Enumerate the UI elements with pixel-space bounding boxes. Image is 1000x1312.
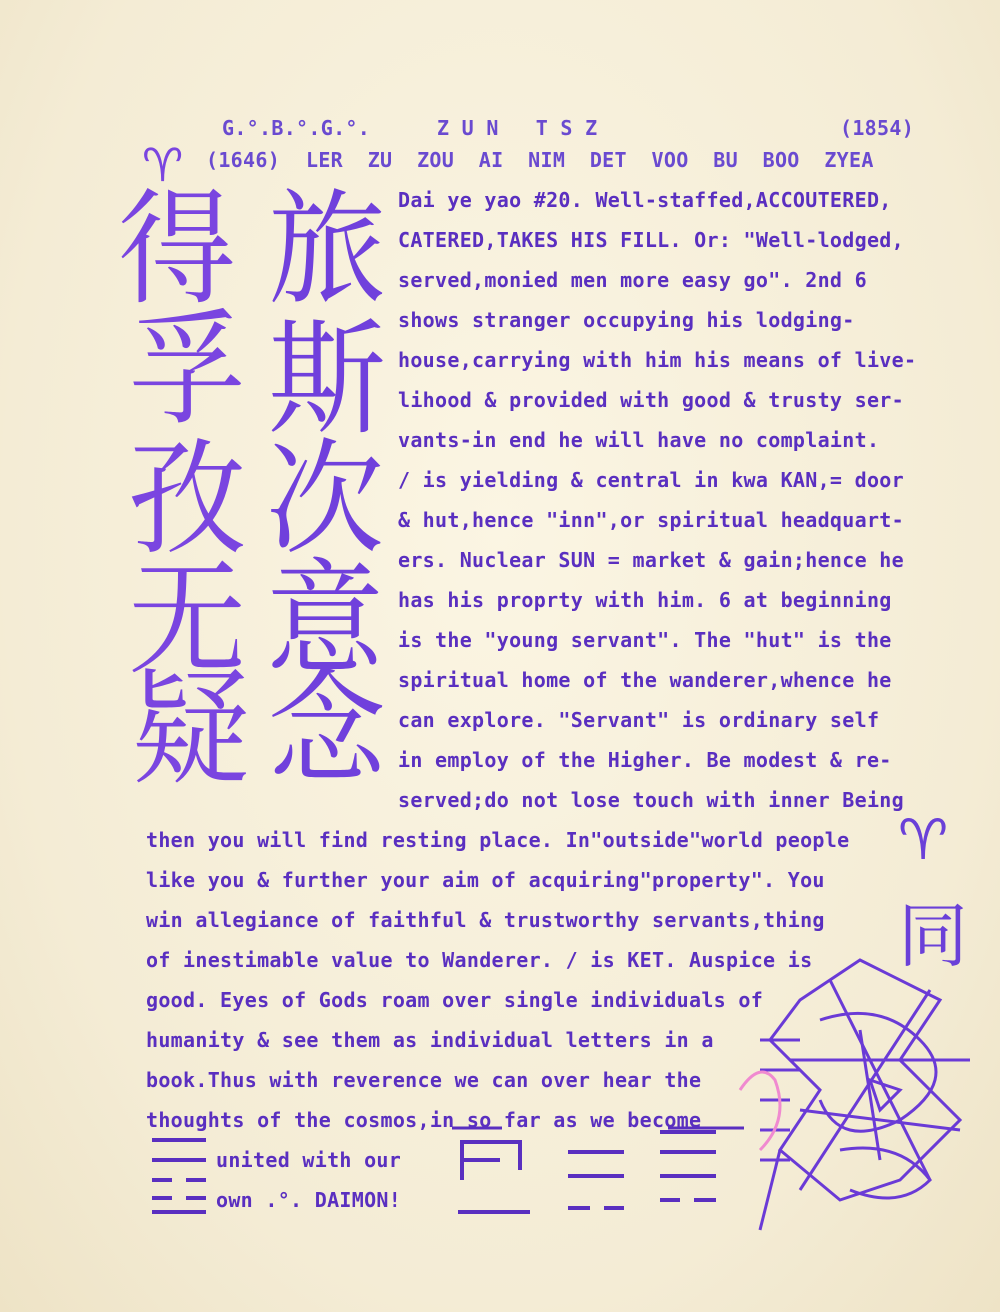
glyph-de: 得 <box>118 176 237 322</box>
glyph-yi-intent: 意 <box>266 546 385 692</box>
aries-symbol-header: ♈ <box>142 138 184 192</box>
scribble-cluster-icon <box>760 960 970 1230</box>
full-line: of inestimable value to Wanderer. / is KET. Auspice is <box>146 948 813 972</box>
gate-glyph-icon <box>458 1142 530 1212</box>
trigram-left-icon <box>152 1140 206 1212</box>
full-line: humanity & see them as individual letters in a <box>146 1028 714 1052</box>
body-line: lihood & provided with good & trusty ser- <box>398 388 904 412</box>
glyph-si: 斯 <box>268 306 387 452</box>
full-line: good. Eyes of Gods roam over single individuals of <box>146 988 764 1012</box>
body-line: house,carrying with him his means of live- <box>398 348 917 372</box>
full-line: like you & further your aim of acquiring"property". You <box>146 868 825 892</box>
aries-symbol-margin: ♈ <box>898 808 949 873</box>
header-year-right: (1854) <box>840 116 915 140</box>
body-line: ers. Nuclear SUN = market & gain;hence he <box>398 548 904 572</box>
full-line: then you will find resting place. In"outside"world people <box>146 828 850 852</box>
body-line: Dai ye yao #20. Well-staffed,ACCOUTERED, <box>398 188 892 212</box>
header-initials: G.°.B.°.G.°. <box>222 116 371 140</box>
body-line: in employ of the Higher. Be modest & re- <box>398 748 892 772</box>
header-year-left: (1646) <box>206 148 281 172</box>
glyph-zi: 孜 <box>128 426 247 572</box>
glyph-tong: 同 <box>898 895 968 977</box>
header-romanization: LER ZU ZOU AI NIM DET VOO BU BOO ZYEA <box>306 148 874 172</box>
glyph-fu: 孚 <box>128 296 247 442</box>
body-line: is the "young servant". The "hut" is the <box>398 628 892 652</box>
full-line: book.Thus with reverence we can over hear the <box>146 1068 702 1092</box>
closing-line-1: united with our <box>216 1148 402 1172</box>
trigram-center-icon <box>568 1132 716 1208</box>
body-line: shows stranger occupying his lodging- <box>398 308 855 332</box>
glyph-yi: 疑 <box>132 656 251 802</box>
body-line: has his proprty with him. 6 at beginning <box>398 588 892 612</box>
body-line: can explore. "Servant" is ordinary self <box>398 708 880 732</box>
closing-line-2: own .°. DAIMON! <box>216 1188 402 1212</box>
body-line: vants-in end he will have no complaint. <box>398 428 880 452</box>
body-line: & hut,hence "inn",or spiritual headquart- <box>398 508 904 532</box>
header-title: Z U N T S Z <box>437 116 598 140</box>
full-line: thoughts of the cosmos,in so far as we become <box>146 1108 702 1132</box>
pink-mark-icon <box>740 1072 780 1150</box>
body-line: CATERED,TAKES HIS FILL. Or: "Well-lodged, <box>398 228 904 252</box>
glyph-lu: 旅 <box>268 176 387 322</box>
glyph-ci: 次 <box>266 426 385 572</box>
full-line: win allegiance of faithful & trustworthy servants,thing <box>146 908 825 932</box>
body-line: served,monied men more easy go". 2nd 6 <box>398 268 867 292</box>
glyph-nian: 念 <box>268 656 387 802</box>
body-line: spiritual home of the wanderer,whence he <box>398 668 892 692</box>
glyph-wu: 无 <box>128 546 247 692</box>
body-line: / is yielding & central in kwa KAN,= door <box>398 468 904 492</box>
body-line: served;do not lose touch with inner Being <box>398 788 904 812</box>
